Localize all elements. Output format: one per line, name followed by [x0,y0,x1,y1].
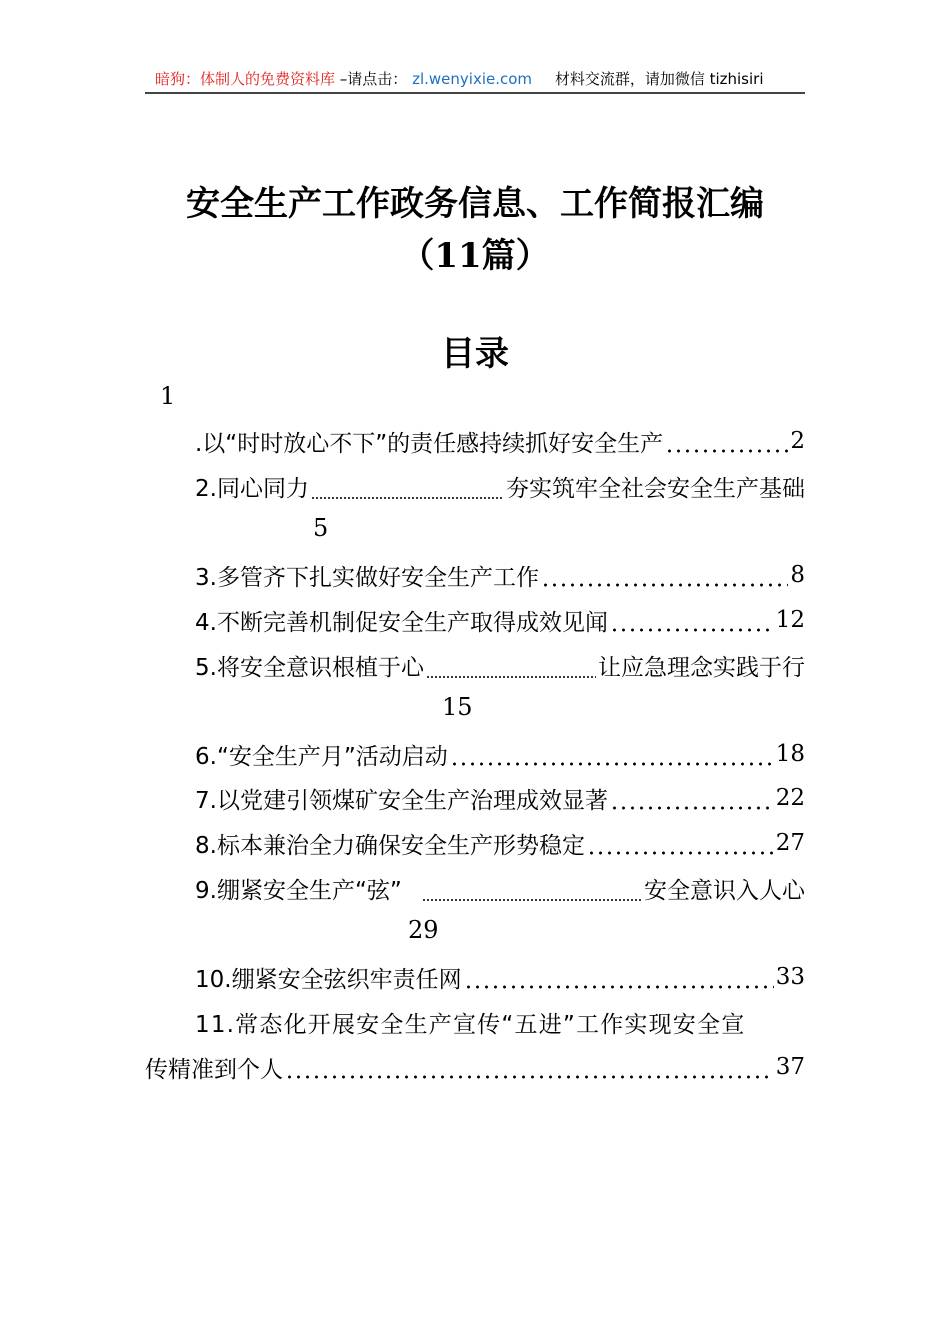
dot-leader [426,648,596,682]
document-subtitle: （11篇） [400,236,550,276]
toc-title: 5.将安全意识根植于心 [195,654,424,681]
toc-title: .以“时时放心不下”的责任感持续抓好安全生产 [195,430,664,457]
toc-title: 7.以党建引领煤矿安全生产治理成效显著 [195,787,608,814]
toc-page: 29 [408,916,439,944]
toc-title-continued: 安全意识入人心 [644,877,805,904]
page-header [145,68,805,94]
toc-title-continued: 传精准到个人 [145,1056,283,1083]
toc-title: 10.绷紧安全弦织牢责任网 [195,966,462,993]
toc-item-5[interactable] [195,648,805,682]
toc-title: 2.同心同力 [195,475,309,502]
toc-page: 5 [313,514,329,542]
toc-item-4[interactable] [195,603,805,637]
toc-title: 9.绷紧安全生产“弦” [195,877,402,904]
dot-leader [610,781,774,815]
toc-item-8[interactable] [195,826,805,860]
toc-title: 4.不断完善机制促安全生产取得成效见闻 [195,609,608,636]
promo-text: 暗狗：体制人的免费资料库 [155,70,336,88]
toc-page: 15 [442,693,473,721]
toc-page: 27 [775,830,805,856]
dot-leader [610,603,774,637]
dot-leader [450,737,774,771]
toc-page: 33 [775,964,805,990]
toc-title-continued: 让应急理念实践于行 [598,654,805,681]
toc-item-2[interactable] [195,469,805,503]
dot-leader [587,826,774,860]
toc-page: 12 [775,607,805,633]
dot-leader [422,871,642,905]
toc-page: 37 [775,1054,805,1080]
toc-heading: 目录 [441,334,509,374]
dot-leader [285,1050,774,1084]
toc-page: 2 [790,428,805,454]
dot-leader [311,469,504,503]
toc-item-11[interactable] [195,1005,805,1039]
toc-item-1-number: 1 [160,382,176,410]
toc-item-11-continued[interactable] [145,1050,805,1084]
toc-page: 18 [775,741,805,767]
toc-item-1[interactable] [195,424,805,458]
dot-leader [665,424,788,458]
toc-page: 22 [775,785,805,811]
toc-item-9[interactable] [195,871,805,905]
toc-item-10[interactable] [195,960,805,994]
click-text: –请点击： [339,70,408,88]
dot-leader [541,558,788,592]
toc-title: 3.多管齐下扎实做好安全生产工作 [195,564,539,591]
toc-title: 8.标本兼治全力确保安全生产形势稳定 [195,832,585,859]
contact-text: 材料交流群，请加微信 tizhisiri [554,70,764,88]
document-title: 安全生产工作政务信息、工作简报汇编 [186,184,764,224]
toc-title: 11.常态化开展安全生产宣传“五进”工作实现安全宣 [195,1011,746,1038]
toc-item-6[interactable] [195,737,805,771]
toc-page: 8 [790,562,805,588]
toc-item-3[interactable] [195,558,805,592]
toc-title: 6.“安全生产月”活动启动 [195,743,448,770]
dot-leader [464,960,774,994]
toc-item-7[interactable] [195,781,805,815]
toc-title-continued: 夯实筑牢全社会安全生产基础 [506,475,805,502]
website-link[interactable]: zl.wenyixie.com [412,70,533,88]
